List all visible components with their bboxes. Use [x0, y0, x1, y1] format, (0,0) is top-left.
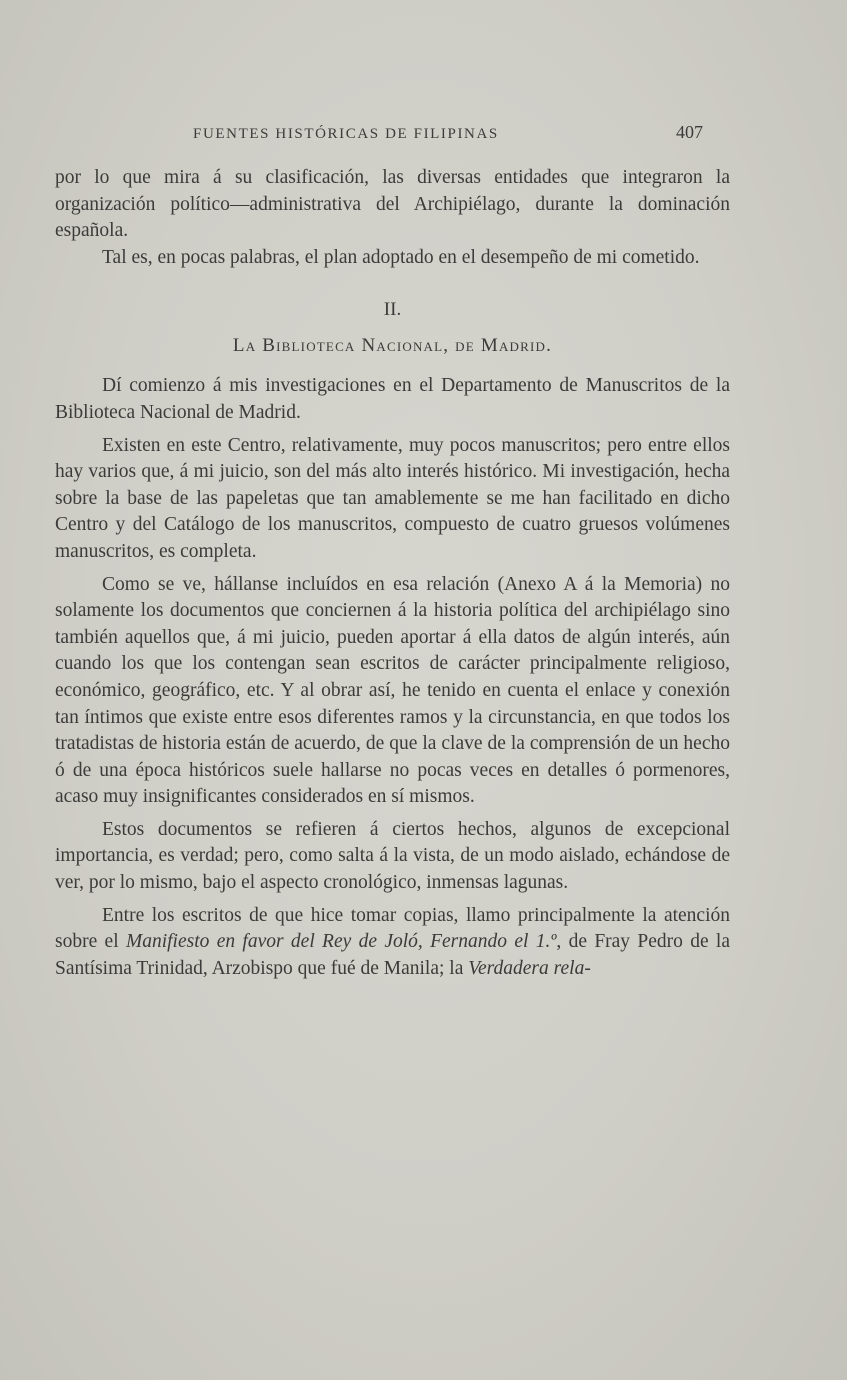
running-head	[193, 122, 703, 146]
running-title: FUENTES HISTÓRICAS DE FILIPINAS	[193, 126, 499, 142]
paragraph-7	[55, 903, 730, 983]
paragraph-4: Existen en este Centro, relativamente, muy pocos manuscritos; pero entre ellos hay varios que, á mi juicio, son del más alto interés histórico. Mi investigación, hecha sobre la base de las papeletas que tan amablemente se me han facilitado en dicho Centro y del Catálogo de los manuscritos, compuesto de cuatro gruesos volúmenes manuscritos, es completa.	[55, 434, 730, 562]
paragraph-7-mid: , de Fray Pedro de la Santísima Trinidad, Arzobispo que fué de Manila; la	[55, 931, 730, 979]
paragraph-7-title-1: Manifiesto en favor del Rey de Joló, Fernando el 1.º	[125, 931, 557, 953]
section-number: II.	[383, 299, 402, 321]
page-body	[55, 165, 730, 982]
paragraph-3: Dí comienzo á mis investigaciones en el Departamento de Manuscritos de la Biblioteca Nacional de Madrid.	[55, 375, 730, 423]
page-number: 407	[676, 122, 703, 142]
paragraph-intro-1: por lo que mira á su clasificación, las diversas entidades que integraron la organización político—administrativa del Archipiélago, durante la dominación española.	[55, 167, 730, 242]
paragraph-6: Estos documentos se refieren á ciertos hechos, algunos de excepcional importancia, es verdad; pero, como salta á la vista, de un modo aislado, echándose de ver, por lo mismo, bajo el aspecto cronológico, inmensas lagunas.	[55, 818, 730, 894]
paragraph-intro-2: Tal es, en pocas palabras, el plan adoptado en el desempeño de mi cometido.	[102, 246, 700, 268]
section-title: La Biblioteca Nacional, de Madrid.	[232, 335, 553, 357]
paragraph-5: Como se ve, hállanse incluídos en esa relación (Anexo A á la Memoria) no solamente los documentos que conciernen á la historia política del archipiélago sino también aquellos que, á mi juicio, pueden aportar á ella datos de algún interés, aún cuando los que los contengan sean escritos de carácter principalmente religioso, económico, geográfico, etc. Y al obrar así, he tenido en cuenta el enlace y conexión tan íntimos que existe entre esos diferentes ramos y la circunstancia, en que todos los tratadistas de historia están de acuerdo, de que la clave de la comprensión de un hecho ó de una época históricos suele hallarse no pocas veces en detalles ó pormenores, acaso muy insignificantes considerados en sí mismos.	[55, 573, 730, 808]
paragraph-7-title-2: Verdadera rela-	[468, 957, 591, 979]
paragraph-7-start: Entre los escritos de que hice tomar copias, llamo principalmente la atención sobre el	[55, 904, 730, 953]
